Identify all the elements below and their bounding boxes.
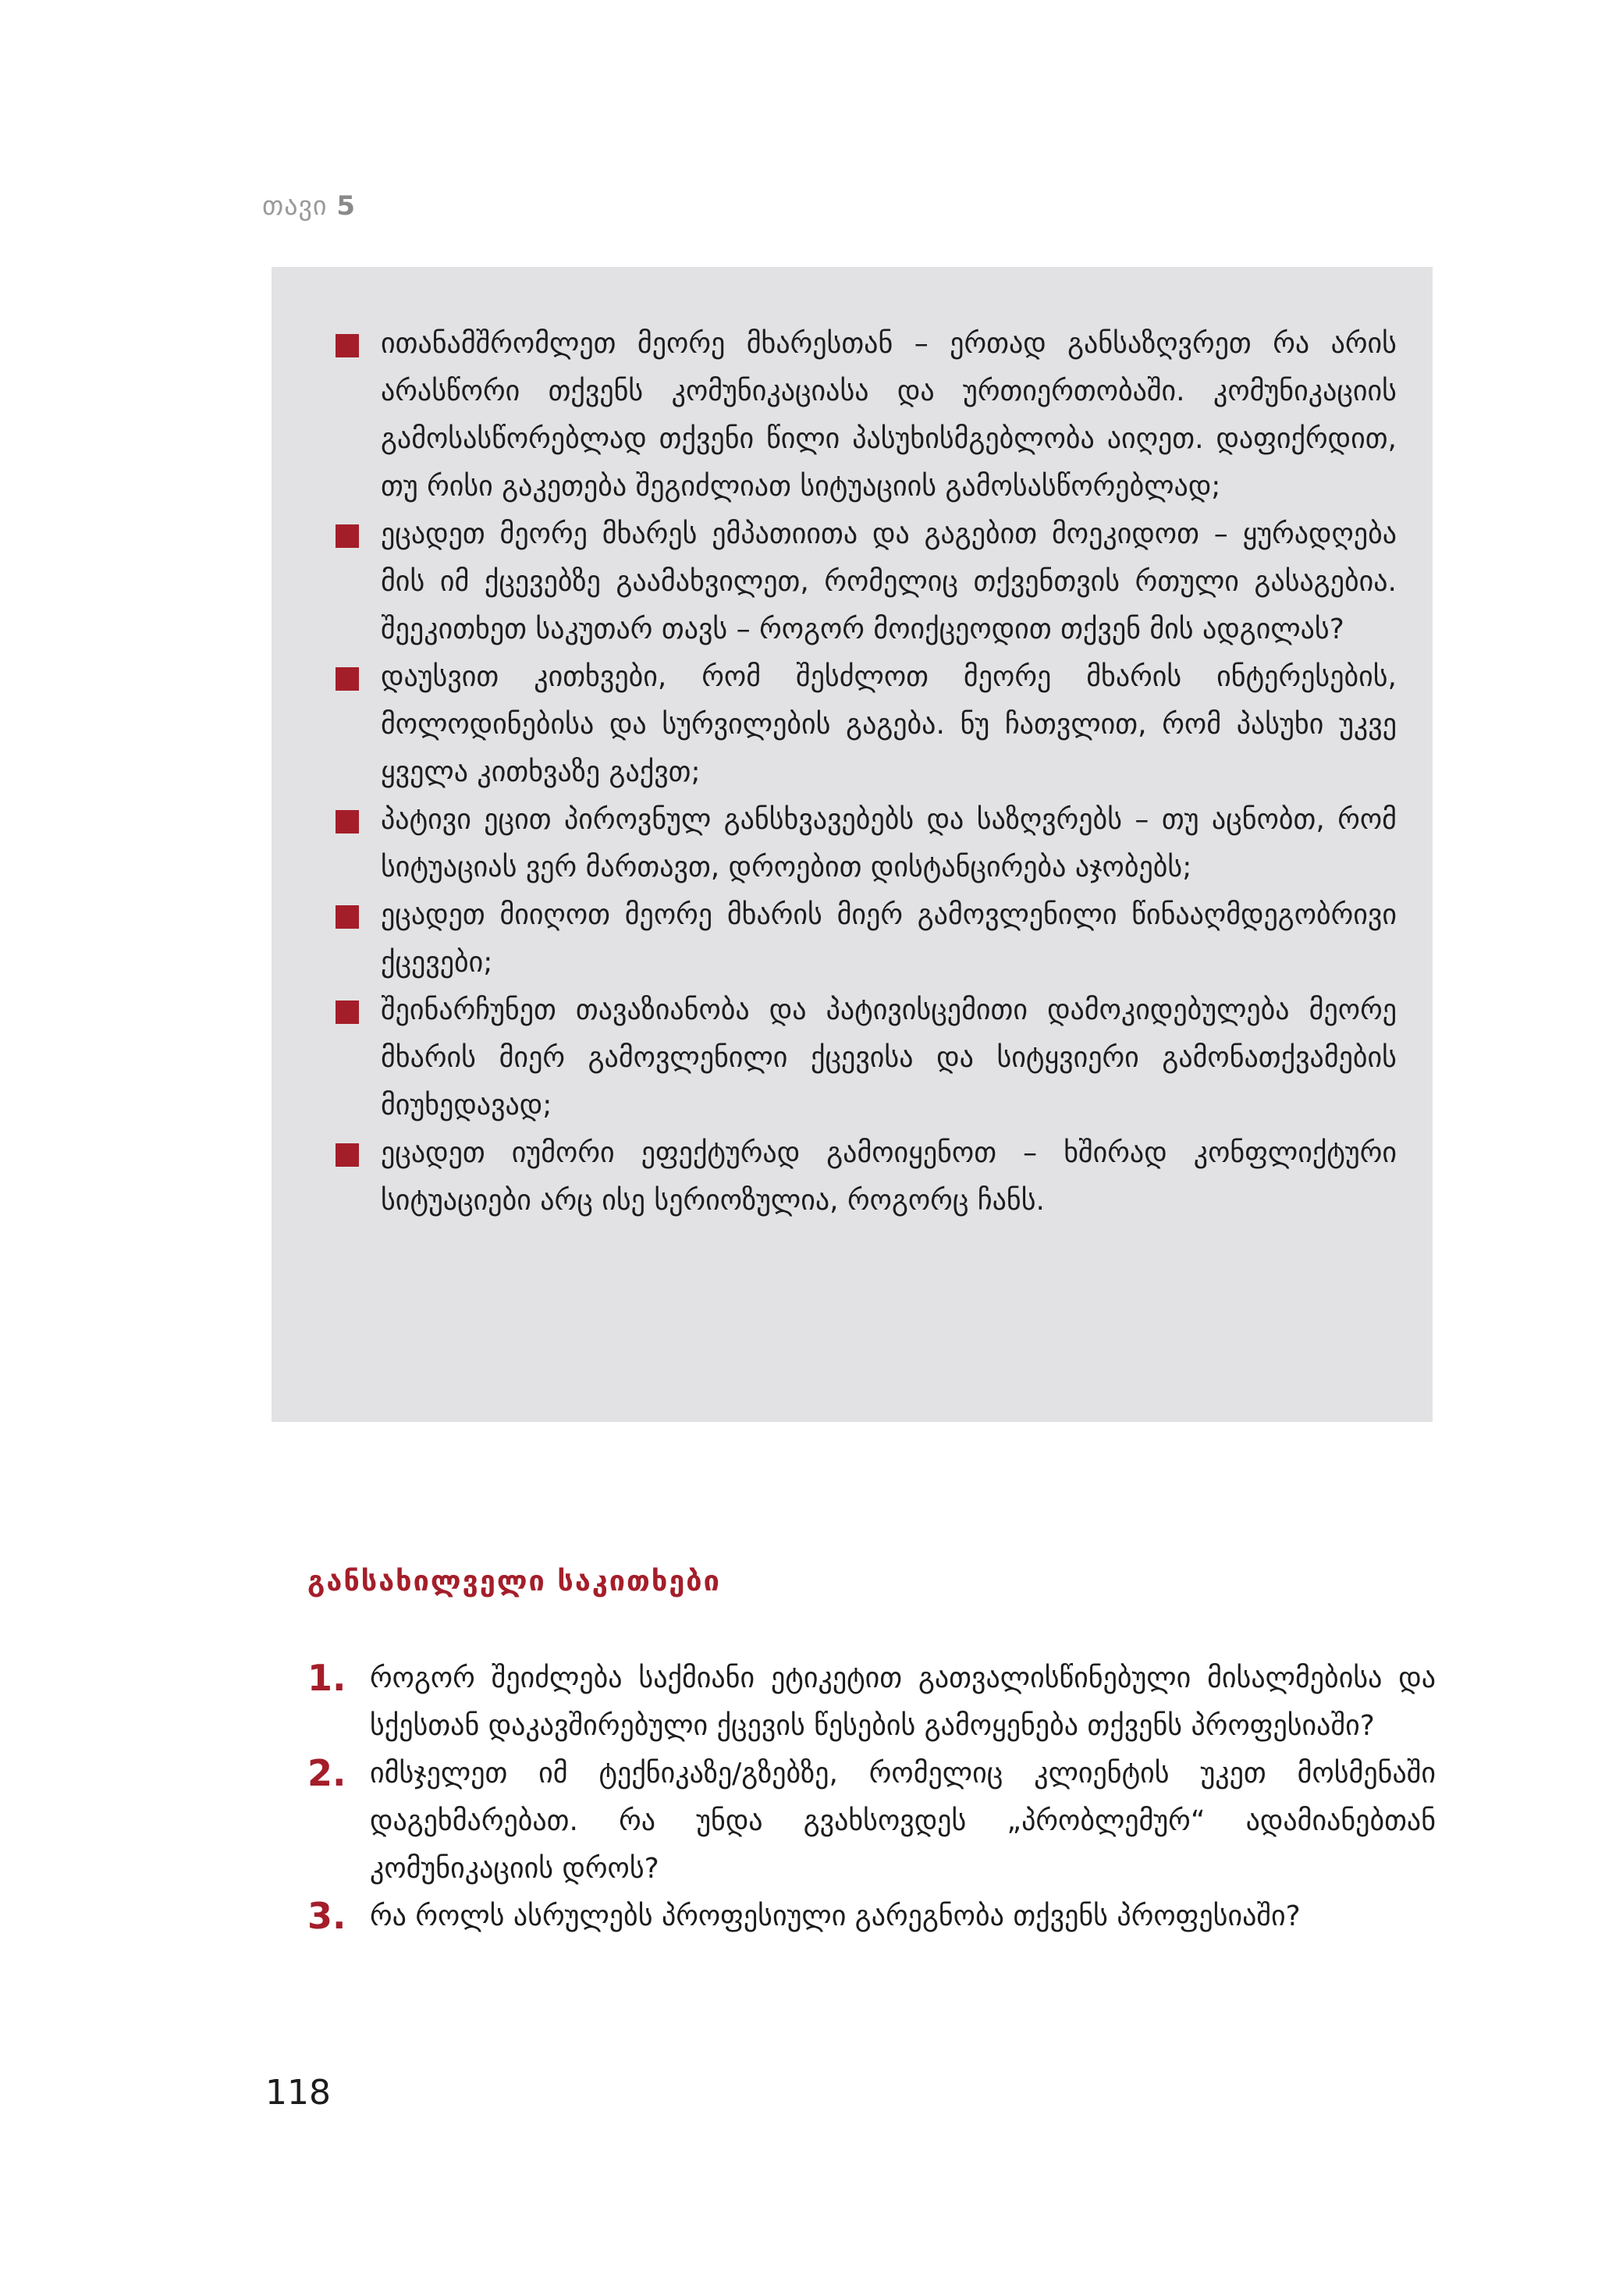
list-item-text: დაუსვით კითხვები, რომ შესძლოთ მეორე მხარის ინტერესების, მოლოდინებისა და სურვილების გაგება. ნუ ჩათვლით, რომ პასუხი უკვე ყველა კითხვაზე გაქვთ; xyxy=(381,661,1397,788)
question-text: იმსჯელეთ იმ ტექნიკაზე/გზებზე, რომელიც კლიენტის უკეთ მოსმენაში დაგეხმარებათ. რა უნდა გვახსოვდეს „პრობლემურ“ ადამიანებთან კომუნიკაციის დროს? xyxy=(370,1758,1436,1885)
chapter-label xyxy=(262,190,356,222)
list-item xyxy=(336,320,1397,510)
chapter-label-text: თავი xyxy=(262,190,328,222)
question-number: 2. xyxy=(307,1752,346,1794)
bullet-square-icon xyxy=(336,1143,359,1167)
bullet-square-icon xyxy=(336,810,359,833)
bullet-square-icon xyxy=(336,905,359,929)
questions-list xyxy=(307,1654,1436,1940)
question-number: 3. xyxy=(307,1895,346,1937)
list-item xyxy=(336,653,1397,796)
list-item xyxy=(336,986,1397,1129)
list-item-text: შეინარჩუნეთ თავაზიანობა და პატივისცემითი დამოკიდებულება მეორე მხარის მიერ გამოვლენილი ქცევისა და სიტყვიერი გამონათქვამების მიუხედავად; xyxy=(381,994,1397,1121)
list-item xyxy=(336,1129,1397,1224)
bullet-square-icon xyxy=(336,334,359,357)
recommendations-list xyxy=(336,320,1397,1224)
bullet-square-icon xyxy=(336,524,359,548)
list-item-text: ეცადეთ იუმორი ეფექტურად გამოიყენოთ – ხშირად კონფლიქტური სიტუაციები არც ისე სერიოზულია, როგორც ჩანს. xyxy=(381,1137,1397,1217)
section-heading: განსახილველი საკითხები xyxy=(307,1566,721,1598)
list-item xyxy=(336,796,1397,891)
question-item xyxy=(307,1893,1436,1940)
list-item-text: ეცადეთ მიიღოთ მეორე მხარის მიერ გამოვლენილი წინააღმდეგობრივი ქცევები; xyxy=(381,899,1397,979)
list-item xyxy=(336,510,1397,653)
page-number: 118 xyxy=(265,2073,331,2113)
list-item xyxy=(336,891,1397,986)
list-item-text: ითანამშრომლეთ მეორე მხარესთან – ერთად განსაზღვრეთ რა არის არასწორი თქვენს კომუნიკაციასა და ურთიერთობაში. კომუნიკაციის გამოსასწორებლად თქვენი წილი პასუხისმგებლობა აიღეთ. დაფიქრდით, თუ რისი გაკეთება შეგიძლიათ სიტუაციის გამოსასწორებლად; xyxy=(381,328,1397,503)
question-number: 1. xyxy=(307,1657,346,1699)
question-item xyxy=(307,1750,1436,1893)
bullet-square-icon xyxy=(336,1001,359,1024)
question-text: რა როლს ასრულებს პროფესიული გარეგნობა თქვენს პროფესიაში? xyxy=(370,1900,1301,1932)
chapter-number: 5 xyxy=(336,190,357,222)
list-item-text: პატივი ეცით პიროვნულ განსხვავებებს და საზღვრებს – თუ აცნობთ, რომ სიტუაციას ვერ მართავთ, დროებით დისტანცირება აჯობებს; xyxy=(381,804,1397,883)
list-item-text: ეცადეთ მეორე მხარეს ემპათიითა და გაგებით მოეკიდოთ – ყურადღება მის იმ ქცევებზე გაამახვილეთ, რომელიც თქვენთვის რთული გასაგებია. შეეკითხეთ საკუთარ თავს – როგორ მოიქცეოდით თქვენ მის ადგილას? xyxy=(381,518,1397,645)
bullet-square-icon xyxy=(336,667,359,691)
question-item xyxy=(307,1654,1436,1750)
question-text: როგორ შეიძლება საქმიანი ეტიკეტით გათვალისწინებული მისალმებისა და სქესთან დაკავშირებული ქცევის წესების გამოყენება თქვენს პროფესიაში? xyxy=(370,1662,1436,1742)
